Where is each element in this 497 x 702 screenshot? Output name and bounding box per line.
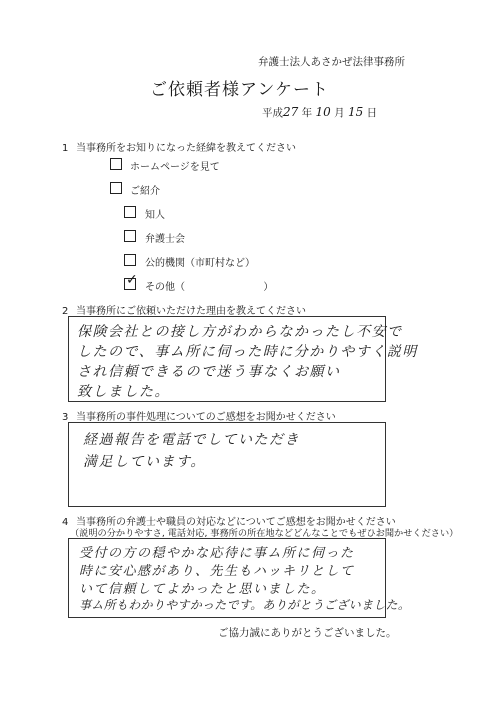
survey-date bbox=[262, 105, 377, 120]
answer-q4-line-4: 事ム所もわかりやすかったです。ありがとうございました。 bbox=[79, 598, 411, 612]
question-2 bbox=[62, 302, 306, 317]
date-year: 27 bbox=[283, 105, 299, 119]
answer-q4-line-1: 受付の方の穏やかな応待に事ム所に伺った bbox=[79, 546, 355, 561]
answer-q2-line-1: 保険会社との接し方がわからなかったし不安で bbox=[77, 324, 403, 340]
question-4-subtext: （説明の分かりやすさ, 電話対応, 事務所の所在地などどんなことでもぜひお聞かせください） bbox=[70, 528, 459, 539]
checkbox-other[interactable] bbox=[124, 272, 138, 290]
option-bar-association-label: 弁護士会 bbox=[145, 234, 185, 245]
question-3 bbox=[62, 408, 336, 423]
answer-box-q4[interactable] bbox=[68, 538, 411, 618]
date-era: 平成 bbox=[262, 107, 283, 119]
question-3-number: 3 bbox=[62, 412, 69, 423]
option-homepage-label: ホームページを見て bbox=[130, 162, 220, 173]
option-referral-label: ご紹介 bbox=[130, 186, 160, 197]
law-office-name: 弁護士法人あさかぜ法律事務所 bbox=[258, 56, 405, 68]
page-title: ご依頼者様アンケート bbox=[150, 80, 329, 100]
checkbox-bar-association[interactable] bbox=[124, 230, 136, 242]
answer-q2-line-3: され信頼できるので迷う事なくお願い bbox=[77, 364, 341, 380]
question-1-text: 当事務所をお知りになった経緯を教えてください bbox=[76, 143, 296, 154]
question-1 bbox=[62, 139, 296, 154]
answer-q2-line-4: 致しました。 bbox=[77, 384, 170, 400]
option-public-institution-label: 公的機関（市町村など） bbox=[145, 258, 255, 269]
question-4-number: 4 bbox=[62, 517, 69, 528]
date-month-unit: 月 bbox=[334, 107, 345, 119]
checkbox-homepage[interactable] bbox=[110, 158, 122, 170]
checkbox-public-institution[interactable] bbox=[124, 254, 136, 266]
check-mark-icon: ✓ bbox=[126, 272, 138, 288]
answer-q4-line-3: いて信頼してよかったと思いました。 bbox=[79, 582, 326, 597]
option-other-text: その他（ bbox=[145, 282, 185, 293]
date-year-unit: 年 bbox=[301, 107, 313, 119]
answer-q4-line-2: 時に安心感があり、先生もハッキリとして bbox=[79, 564, 355, 579]
option-other-close: ） bbox=[263, 282, 274, 293]
thanks-message: ご協力誠にありがとうございました。 bbox=[218, 627, 397, 639]
checkbox-referral[interactable] bbox=[110, 182, 122, 194]
date-day-unit: 日 bbox=[366, 107, 378, 119]
question-1-number: 1 bbox=[62, 143, 69, 154]
answer-box-q3[interactable] bbox=[68, 422, 386, 507]
answer-box-q2[interactable] bbox=[68, 316, 418, 402]
answer-q2-line-2: したので、事ム所に伺った時に分かりやすく説明 bbox=[77, 344, 418, 360]
date-day: 15 bbox=[347, 105, 364, 119]
question-2-number: 2 bbox=[62, 306, 69, 317]
option-other-label bbox=[145, 278, 273, 293]
question-3-text: 当事務所の事件処理についてのご感想をお聞かせください bbox=[76, 412, 336, 423]
answer-q3-line-2: 満足しています。 bbox=[83, 454, 206, 470]
date-month: 10 bbox=[315, 105, 331, 119]
question-4-text: 当事務所の弁護士や職員の対応などについてご感想をお聞かせください bbox=[76, 517, 396, 528]
answer-q3-line-1: 経過報告を電話でしていただき bbox=[83, 432, 300, 448]
option-acquaintance-label: 知人 bbox=[145, 210, 165, 221]
checkbox-acquaintance[interactable] bbox=[124, 206, 136, 218]
question-2-text: 当事務所にご依頼いただけた理由を教えてください bbox=[76, 306, 306, 317]
